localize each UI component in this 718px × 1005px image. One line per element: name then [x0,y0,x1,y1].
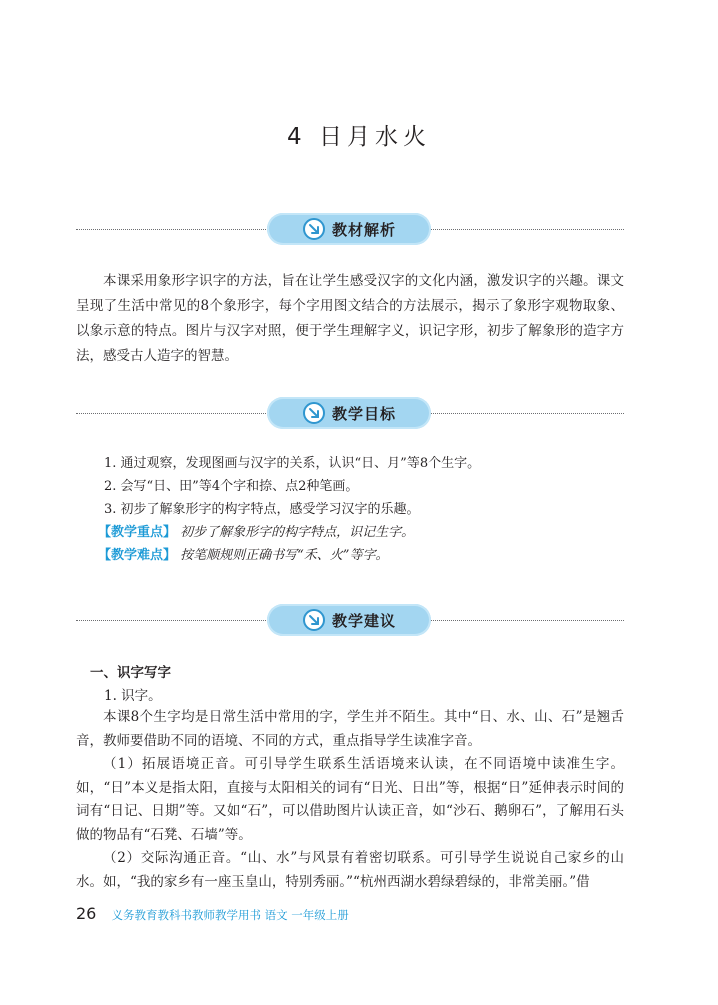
section-pill [267,604,431,636]
section-header-analysis [76,213,624,247]
suggestion-paragraph: 本课8个生字均是日常生活中常用的字，学生并不陌生。其中“日、水、山、石”是翘舌音，教师要借助不同的语境、不同的方式，重点指导学生读准字音。 [76,709,624,749]
suggestion-heading: 一、识字写字 [90,665,171,681]
analysis-text: 本课采用象形字识字的方法，旨在让学生感受汉字的文化内涵，激发识字的兴趣。课文呈现了生活中常见的8个象形字，每个字用图文结合的方法展示，揭示了象形字观物取象、以象示意的特点。图片与汉字对照，便于学生理解字义，识记字形，初步了解象形的造字方法，感受古人造字的智慧。 [76,273,624,364]
book-title: 义务教育教科书教师教学用书 语文 一年级上册 [111,908,349,922]
goal-item: 2. 会写“日、田”等4个字和捺、点2种笔画。 [104,479,359,494]
section-pill [267,397,431,429]
section-label: 教学目标 [332,405,397,423]
difficulty-text: 按笔顺规则正确书写“禾、火”等字。 [180,548,389,563]
section-header-suggestion [76,604,624,638]
suggestion-subheading: 1. 识字。 [104,688,162,704]
suggestion-body [76,706,624,894]
goal-item: 3. 初步了解象形字的构字特点，感受学习汉字的乐趣。 [104,502,420,517]
page-number: 26 [76,904,97,923]
difficulty-tag: 【教学难点】 [98,548,177,563]
section-header-goals [76,397,624,431]
arrow-down-right-icon [303,218,325,240]
section-label: 教学建议 [332,612,397,630]
key-point-tag: 【教学重点】 [98,525,177,540]
page-title: 4 日月水火 [287,124,431,150]
key-point-text: 初步了解象形字的构字特点，识记生字。 [180,525,415,540]
arrow-down-right-icon [303,609,325,631]
difficulty [98,545,388,567]
suggestion-paragraph: （1）拓展语境正音。可引导学生联系生活语境来认读，在不同语境中读准生字。如，“日”本义是指太阳，直接与太阳相关的词有“日光、日出”等，根据“日”延伸表示时间的词有“日记、日期”等。又如“石”，可以借助图片认读正音，如“沙石、鹅卵石”，了解用石头做的物品有“石凳、石墙”等。 [76,756,624,843]
section-pill [267,213,431,245]
key-point [98,522,414,544]
arrow-down-right-icon [303,402,325,424]
goal-item: 1. 通过观察，发现图画与汉字的关系，认识“日、月”等8个生字。 [104,456,481,471]
suggestion-paragraph: （2）交际沟通正音。“山、水”与风景有着密切联系。可引导学生说说自己家乡的山水。如，“我的家乡有一座玉皇山，特别秀丽。”“杭州西湖水碧绿碧绿的，非常美丽。”借 [76,850,624,890]
page-footer [76,904,349,923]
section-label: 教材解析 [332,221,397,239]
